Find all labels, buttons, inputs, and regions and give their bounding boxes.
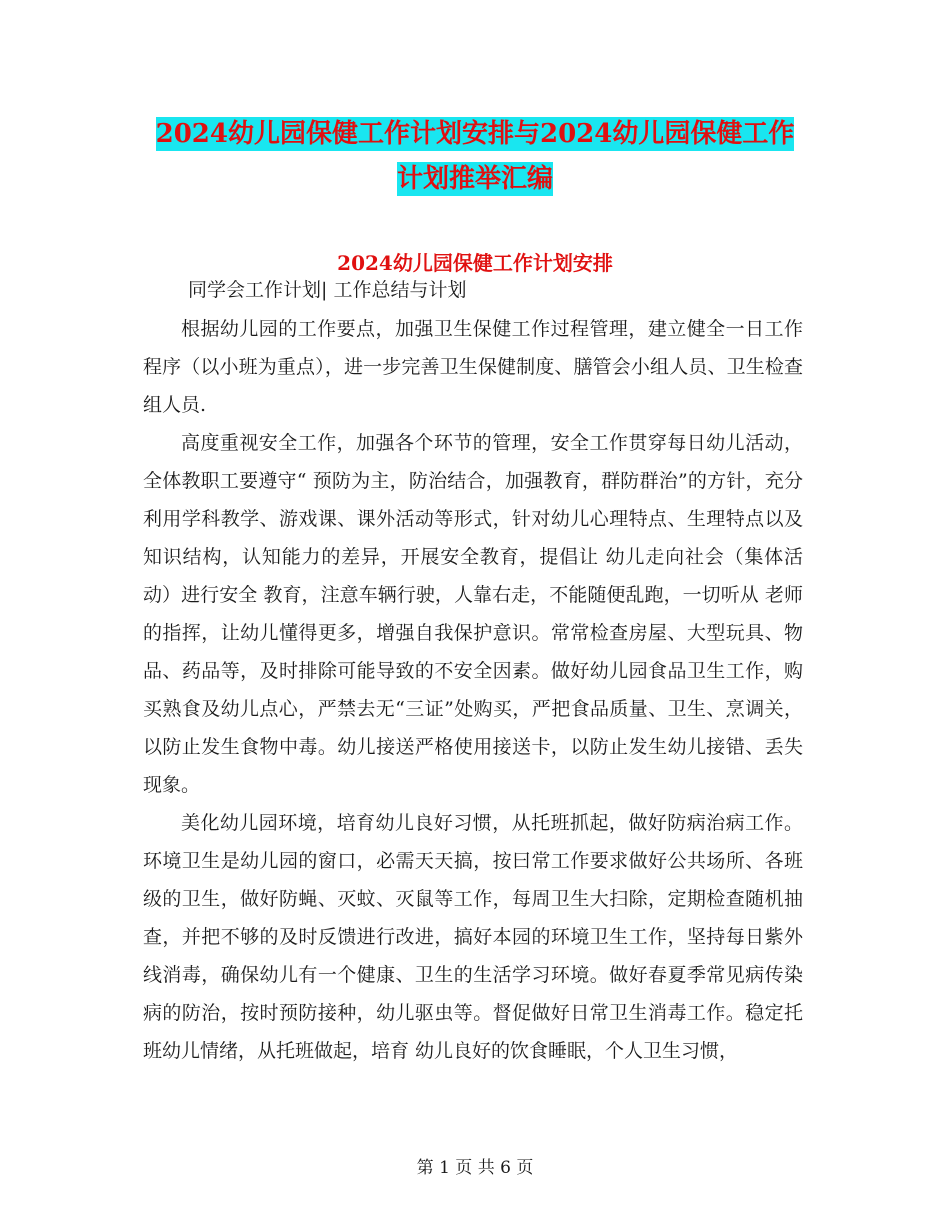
document-body xyxy=(143,310,803,1070)
page-footer: 第 1 页 共 6 页 xyxy=(416,1158,534,1178)
paragraph: 根据幼儿园的工作要点，加强卫生保健工作过程管理，建立健全一日工作程序（以小班为重点），进一步完善卫生保健制度、膳管会小组人员、卫生检查组人员. xyxy=(143,318,803,416)
document-title xyxy=(0,112,950,202)
paragraph: 高度重视安全工作，加强各个环节的管理，安全工作贯穿每日幼儿活动，全体教职工要遵守“ 预防为主，防治结合，加强教育，群防群治”的方针，充分利用学科教学、游戏课、课外活动等形式，针对幼儿心理特点、生理特点以及知识结构，认知能力的差异，开展安全教育，提倡让 幼儿走向社会（集体活动）进行安全 教育，注意车辆行驶，人靠右走，不能随便乱跑，一切听从 老师的指挥，让幼儿懂得更多，增强自我保护意识。常常检查房屋、大型玩具、物品、药品等，及时排除可能导致的不安全因素。做好幼儿园食品卫生工作，购买熟食及幼儿点心，严禁去无“三证”处购买，严把食品质量、卫生、烹调关，以防止发生食物中毒。幼儿接送严格使用接送卡，以防止发生幼儿接错、丢失现象。 xyxy=(143,432,803,796)
document-title-line-2: 计划推举汇编 xyxy=(396,164,553,194)
section-title: 2024幼儿园保健工作计划安排 xyxy=(337,251,613,275)
document-title-line-1: 2024幼儿园保健工作计划安排与2024幼儿园保健工作 xyxy=(155,119,795,149)
paragraph: 美化幼儿园环境，培育幼儿良好习惯，从托班抓起，做好防病治病工作。环境卫生是幼儿园的窗口，必需天天搞，按曰常工作要求做好公共场所、各班级的卫生，做好防蝇、灭蚊、灭鼠等工作，每周卫生大扫除，定期检查随机抽查，并把不够的及时反馈进行改进，搞好本园的环境卫生工作，坚持每日紫外线消毒，确保幼儿有一个健康、卫生的生活学习环境。做好春夏季常见病传染病的防治，按时预防接种，幼儿驱虫等。督促做好日常卫生消毒工作。稳定托班幼儿情绪，从托班做起，培育 幼儿良好的饮食睡眠，个人卫生习惯， xyxy=(143,812,803,1062)
source-line: 同学会工作计划| 工作总结与计划 xyxy=(188,279,467,301)
